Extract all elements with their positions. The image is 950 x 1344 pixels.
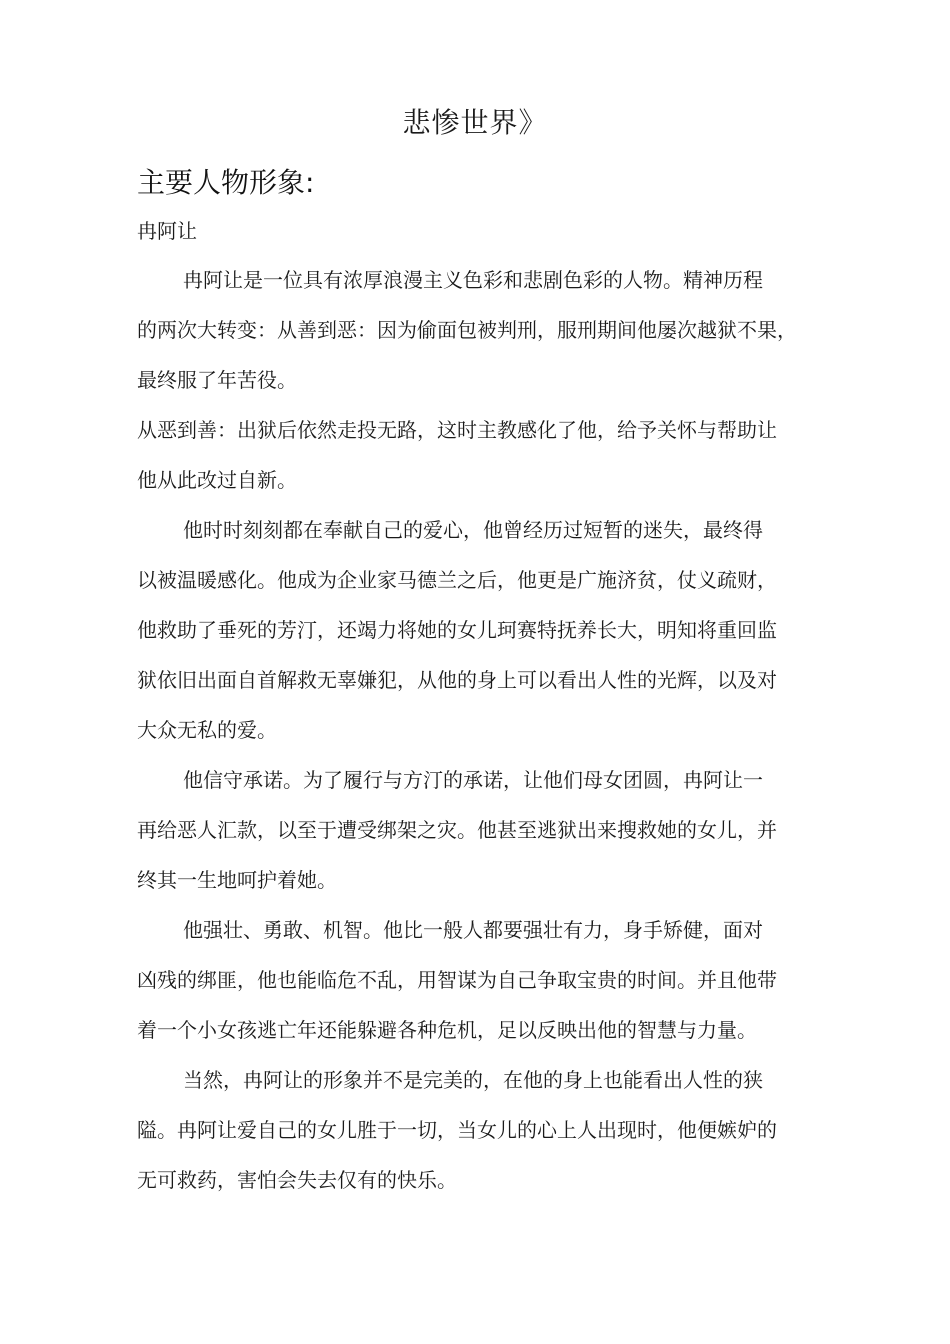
paragraph-intro bbox=[137, 255, 837, 405]
text-line: 他救助了垂死的芳汀，还竭力将她的女儿珂赛特抚养长大，明知将重回监 bbox=[137, 618, 777, 642]
text-line: 无可救药，害怕会失去仅有的快乐。 bbox=[137, 1168, 457, 1192]
document-title: 悲惨世界》 bbox=[402, 106, 548, 139]
text-line: 终其一生地呵护着她。 bbox=[137, 868, 337, 892]
text-line: 他强壮、勇敢、机智。他比一般人都要强壮有力，身手矫健，面对 bbox=[183, 918, 763, 942]
text-line: 以被温暖感化。他成为企业家马德兰之后，他更是广施济贫，仗义疏财， bbox=[137, 568, 777, 592]
paragraph-redemption bbox=[137, 405, 837, 505]
text-line: 他从此改过自新。 bbox=[137, 468, 297, 492]
character-name: 冉阿让 bbox=[137, 219, 197, 243]
text-line: 的两次大转变：从善到恶：因为偷面包被判刑，服刑期间他屡次越狱不果， bbox=[137, 318, 797, 342]
text-line: 他信守承诺。为了履行与方汀的承诺，让他们母女团圆，冉阿让一 bbox=[183, 768, 763, 792]
text-line: 他时时刻刻都在奉献自己的爱心，他曾经历过短暂的迷失，最终得 bbox=[183, 518, 763, 542]
paragraph-promise bbox=[137, 755, 837, 905]
section-heading: 主要人物形象: bbox=[137, 166, 315, 199]
text-line: 最终服了年苦役。 bbox=[137, 368, 297, 392]
text-line: 再给恶人汇款，以至于遭受绑架之灾。他甚至逃狱出来搜救她的女儿，并 bbox=[137, 818, 777, 842]
text-line: 当然，冉阿让的形象并不是完美的，在他的身上也能看出人性的狭 bbox=[183, 1068, 763, 1092]
text-line: 凶残的绑匪，他也能临危不乱，用智谋为自己争取宝贵的时间。并且他带 bbox=[137, 968, 777, 992]
text-line: 狱依旧出面自首解救无辜嫌犯，从他的身上可以看出人性的光辉，以及对 bbox=[137, 668, 777, 692]
text-line: 着一个小女孩逃亡年还能躲避各种危机，足以反映出他的智慧与力量。 bbox=[137, 1018, 757, 1042]
text-line: 隘。冉阿让爱自己的女儿胜于一切，当女儿的心上人出现时，他便嫉妒的 bbox=[137, 1118, 777, 1142]
text-line: 从恶到善：出狱后依然走投无路，这时主教感化了他，给予关怀与帮助让 bbox=[137, 418, 777, 442]
paragraph-strength bbox=[137, 905, 837, 1055]
text-line: 冉阿让是一位具有浓厚浪漫主义色彩和悲剧色彩的人物。精神历程 bbox=[183, 268, 763, 292]
paragraph-flaws bbox=[137, 1055, 837, 1205]
text-line: 大众无私的爱。 bbox=[137, 718, 277, 742]
paragraph-devotion bbox=[137, 505, 837, 755]
